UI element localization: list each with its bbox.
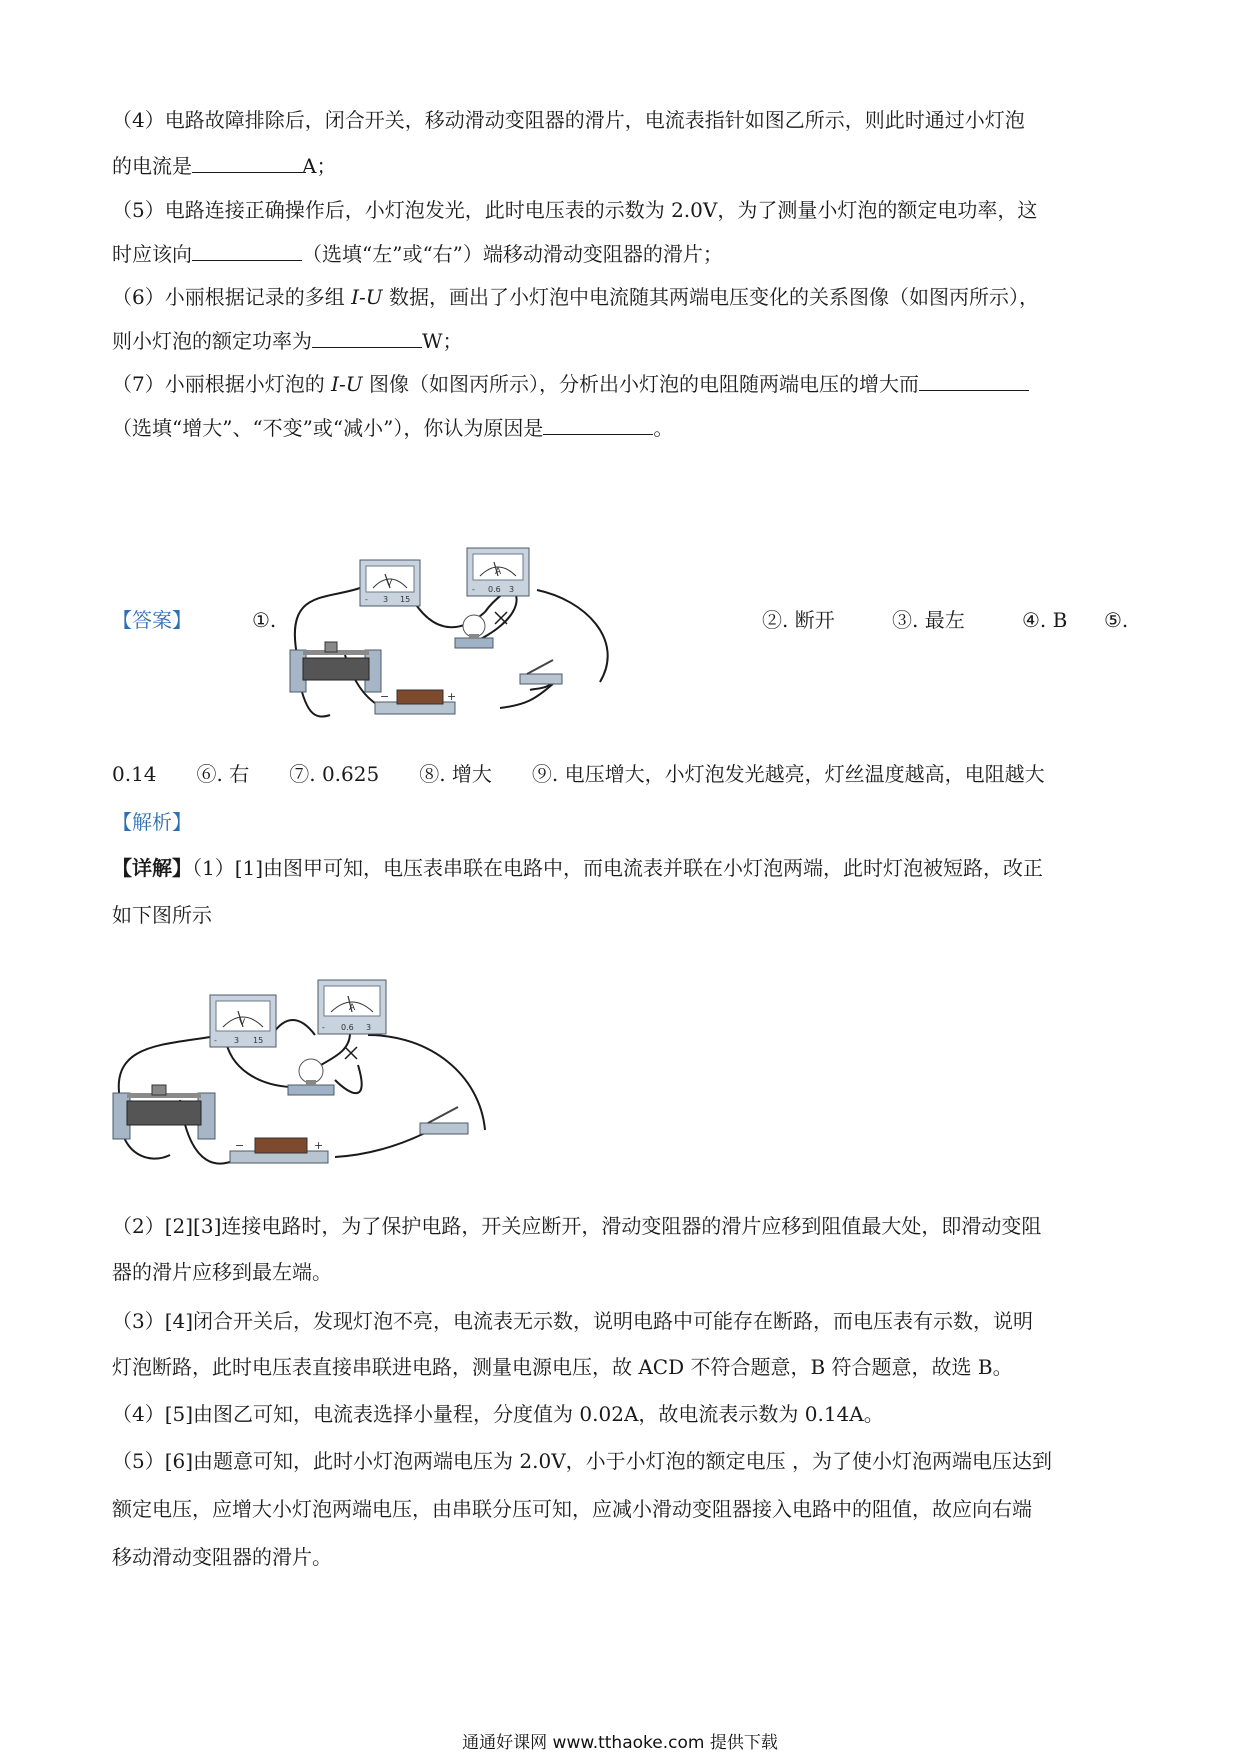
q4-line2 (112, 152, 336, 180)
q5-text-pre: 时应该向 (112, 242, 192, 266)
q4-text-post: A； (302, 154, 337, 178)
ammeter-symbol: A (495, 567, 502, 577)
rheostat-icon (113, 1085, 215, 1139)
volt-terminal-label: 15 (253, 1036, 264, 1045)
volt-terminal-label: - (214, 1036, 217, 1045)
q6-text-post2: W； (422, 329, 463, 353)
voltmeter-icon (210, 995, 276, 1047)
answer-item-2: ②. 断开 (762, 608, 835, 632)
analysis-tag: 【解析】 (112, 810, 192, 834)
ammeter-icon (467, 548, 529, 596)
iu-label: I-U (331, 372, 363, 396)
q7-text-post2: 。 (653, 416, 674, 440)
ammeter-icon (318, 980, 386, 1034)
answer-item-3: ③. 最左 (892, 608, 965, 632)
detail-2-line1: （2）[2][3]连接电路时，为了保护电路，开关应断开，滑动变阻器的滑片应移到阻值最大处，即滑动变阻 (112, 1214, 1042, 1238)
switch-icon (520, 660, 562, 684)
cross-mark-icon (495, 612, 507, 624)
page-footer: 通通好课网 www.tthaoke.com 提供下载 (462, 1733, 778, 1753)
detail-2-line2: 器的滑片应移到最左端。 (112, 1260, 332, 1284)
amp-terminal-label: 0.6 (488, 585, 501, 594)
q5-line2 (112, 240, 723, 268)
battery-icon (230, 1138, 328, 1163)
answer-item-5: ⑤. (1104, 608, 1129, 632)
answer-blank[interactable] (919, 370, 1029, 391)
rheostat-icon (290, 642, 381, 692)
voltmeter-icon (360, 560, 420, 606)
voltmeter-symbol: V (386, 579, 393, 589)
q6-text-pre2: 则小灯泡的额定功率为 (112, 329, 312, 353)
detail-text: （1）[1]由图甲可知，电压表串联在电路中，而电流表并联在小灯泡两端，此时灯泡被短路，改正 (192, 856, 1044, 880)
q7-line1 (112, 370, 1029, 398)
answer-blank[interactable] (192, 152, 302, 173)
amp-terminal-label: 3 (509, 585, 515, 594)
detail-line2: 如下图所示 (112, 903, 212, 927)
amp-terminal-label: - (322, 1023, 325, 1032)
battery-minus-label: − (380, 690, 390, 703)
battery-icon (375, 690, 456, 714)
detail-line1 (112, 854, 1043, 882)
volt-terminal-label: 3 (234, 1036, 240, 1045)
q7-text-post: 图像（如图丙所示），分析出小灯泡的电阻随两端电压的增大而 (362, 372, 919, 396)
battery-plus-label: + (447, 690, 457, 703)
q4-line1: （4）电路故障排除后，闭合开关，移动滑动变阻器的滑片，电流表指针如图乙所示，则此时通过小灯泡 (112, 108, 1025, 132)
switch-icon (420, 1107, 468, 1134)
answer-tag: 【答案】 (112, 608, 192, 632)
q7-line2 (112, 414, 673, 442)
amp-terminal-label: 0.6 (341, 1023, 354, 1032)
q6-text-post: 数据，画出了小灯泡中电流随其两端电压变化的关系图像（如图丙所示）， (382, 285, 1039, 309)
answer-blank[interactable] (192, 240, 302, 261)
bulb-icon (455, 615, 493, 648)
bulb-icon (288, 1059, 334, 1095)
iu-label: I-U (351, 285, 383, 309)
detail-5-line1: （5）[6]由题意可知，此时小灯泡两端电压为 2.0V，小于小灯泡的额定电压 ，为了使小灯泡两端电压达到 (112, 1449, 1053, 1473)
detail-3-line1: （3）[4]闭合开关后，发现灯泡不亮，电流表无示数，说明电路中可能存在断路，而电压表有示数，说明 (112, 1309, 1034, 1333)
circuit-diagram-answer (285, 530, 645, 730)
cross-mark-icon (345, 1047, 357, 1059)
q5-line1: （5）电路连接正确操作后，小灯泡发光，此时电压表的示数为 2.0V，为了测量小灯泡的额定电功率，这 (112, 198, 1038, 222)
battery-minus-label: − (235, 1139, 245, 1152)
volt-terminal-label: - (365, 595, 368, 604)
volt-terminal-label: 3 (383, 595, 389, 604)
answer-item-1: ①. (252, 608, 277, 632)
answer-blank[interactable] (312, 327, 422, 348)
q6-line2 (112, 327, 463, 355)
ammeter-symbol: A (349, 1003, 356, 1013)
q7-text-pre: （7）小丽根据小灯泡的 (112, 372, 332, 396)
detail-tag: 【详解】 (112, 856, 192, 880)
detail-5-line2: 额定电压，应增大小灯泡两端电压，由串联分压可知，应减小滑动变阻器接入电路中的阻值，故应向右端 (112, 1497, 1032, 1521)
q6-line1 (112, 283, 1039, 311)
voltmeter-symbol: V (239, 1018, 246, 1028)
battery-plus-label: + (314, 1139, 324, 1152)
q4-text-pre: 的电流是 (112, 154, 192, 178)
circuit-diagram-corrected (110, 975, 490, 1180)
answer-blank[interactable] (543, 414, 653, 435)
amp-terminal-label: 3 (366, 1023, 372, 1032)
q6-text-pre: （6）小丽根据记录的多组 (112, 285, 352, 309)
q7-text-pre2: （选填“增大”、“不变”或“减小”），你认为原因是 (112, 416, 544, 440)
detail-4-line1: （4）[5]由图乙可知，电流表选择小量程，分度值为 0.02A，故电流表示数为 0.14A。 (112, 1402, 884, 1426)
answer-item-4: ④. B (1022, 608, 1068, 632)
detail-5-line3: 移动滑动变阻器的滑片。 (112, 1545, 332, 1569)
answer-line2: 0.14 ⑥. 右 ⑦. 0.625 ⑧. 增大 ⑨. 电压增大，小灯泡发光越亮，灯丝温度越高，电阻越大 (112, 762, 1045, 786)
q5-text-post: （选填“左”或“右”）端移动滑动变阻器的滑片； (302, 242, 723, 266)
detail-3-line2: 灯泡断路，此时电压表直接串联进电路，测量电源电压，故 ACD 不符合题意，B 符合题意，故选 B。 (112, 1355, 1013, 1379)
amp-terminal-label: - (472, 585, 475, 594)
volt-terminal-label: 15 (400, 595, 411, 604)
